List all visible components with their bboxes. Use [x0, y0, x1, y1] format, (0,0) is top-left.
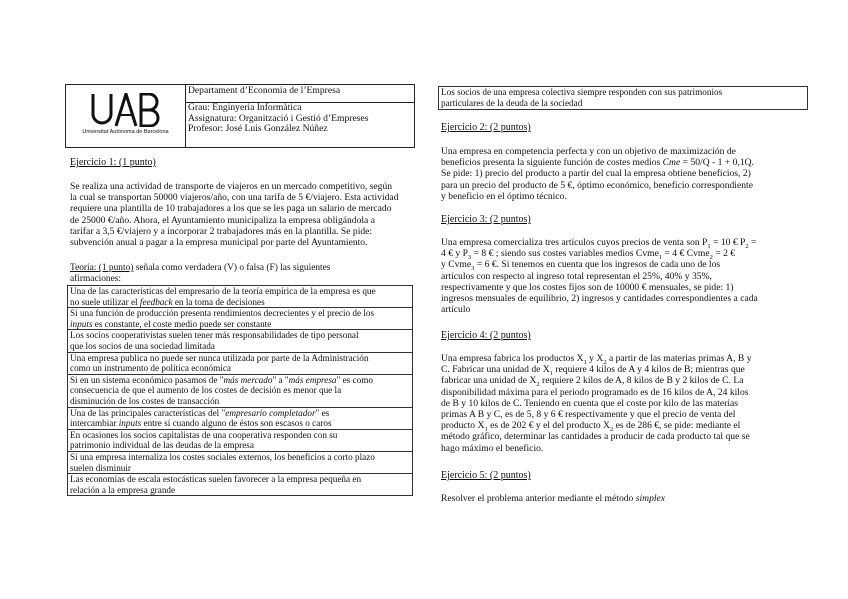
text-line: ingresos mensuales de equilibrio, 2) ingresos y cantidades correspondientes a cada — [441, 293, 758, 305]
exercise5-text — [441, 493, 801, 504]
statement-cell — [68, 407, 413, 429]
statement-cell — [68, 308, 413, 330]
text-line: respectivamente y que los costes fijos son de 10000 € mensuales, se pide: 1) — [441, 281, 734, 293]
statement-line: Una empresa publica no puede ser nunca utilizada por parte de la Administración — [70, 352, 369, 363]
statement-cell — [68, 474, 413, 496]
table-row — [68, 286, 413, 308]
exercise1-text — [70, 181, 413, 248]
text-line: fabricar una unidad de $X_2$ requiere 2 kilos de A, 8 kilos de B y 2 kilos de C. La — [441, 375, 744, 389]
true-false-table — [67, 285, 413, 496]
statement-cell — [68, 374, 413, 407]
statement-line: particulares de la deuda de la sociedad — [441, 97, 583, 108]
text-line: hago máximo el beneficio. — [441, 442, 544, 454]
statement-cell — [68, 451, 413, 473]
text-line: artículo — [441, 304, 471, 316]
text-line: 4 € y $P_3 = 8$ € ; siendo sus costes variables medios Cvme$_1$ = 4 € Cvme$_2$ = 2 € — [441, 248, 736, 262]
table-row — [68, 474, 413, 496]
statement-cell — [439, 87, 808, 110]
text-line: subvención anual a pagar a la empresa municipal por parte del Ayuntamiento. — [70, 237, 368, 249]
statement-line: suelen disminuir — [70, 462, 131, 473]
theory-heading — [70, 263, 413, 285]
exercise4-title: Ejercicio 4: (2 puntos) — [441, 330, 531, 341]
statement-line: intercambiar inputs entre sí cuando alguno de éstos son escasos o caros — [70, 418, 332, 429]
statement-line: como un instrumento de política económica — [70, 363, 231, 374]
statement-line: Si una función de producción presenta rendimientos decrecientes y el precio de los — [70, 308, 375, 319]
statement-line: consecuencia de que el aumento de los costes de decisión es menor que la — [70, 385, 342, 396]
text-line: C. Fabricar una unidad de $X_1$ requiere 4 kilos de A y 4 kilos de B; mientras que — [441, 364, 745, 378]
statement-line: Si una empresa internaliza los costes sociales externos, los beneficios a corto plazo — [70, 451, 375, 462]
text-line: beneficios presenta la siguiente función de costes medios Cme = 50/Q - 1 + 0,1Q. — [441, 157, 754, 169]
statement-line: Si en un sistema económico pasamos de "más mercado" a "más empresa" es como — [70, 374, 373, 385]
exercise5-title: Ejercicio 5: (2 puntos) — [441, 470, 531, 481]
statement-line: Una de las características del empresario de la teoría empírica de la empresa es que — [70, 286, 376, 296]
statement-line: relación a la empresa grande — [70, 484, 176, 495]
professor-label: Profesor: José Luis González Núñez — [188, 123, 328, 134]
theory-instruction: señala como verdadera (V) o falsa (F) las siguientes — [133, 263, 331, 273]
text-line: producto $X_1$ es de 202 € y el del producto $X_2$ es de 286 €, se pide: mediante el — [441, 420, 741, 434]
degree-label: Grau: Enginyeria Informàtica — [188, 102, 302, 113]
statement-line: Los socios de una empresa colectiva siempre responden con sus patrimonios — [441, 87, 723, 97]
text-line: Se realiza una actividad de transporte de viajeros en un mercado competitivo, según — [70, 181, 393, 192]
logo-cell — [66, 85, 186, 147]
statement-line: disminución de los costes de transacción — [70, 395, 220, 406]
text-line: de B y 10 kilos de C. Teniendo en cuenta que el coste por kilo de las materias — [441, 397, 739, 409]
text-line: Una empresa en competencia perfecta y con un objetivo de maximización de — [441, 146, 736, 157]
text-line: tarifar a 3,5 €/viajero y a incorporar 2 trabajadores más en la plantilla. Se pide: — [70, 225, 373, 237]
statement-cell — [68, 352, 413, 374]
table-row — [439, 87, 808, 110]
uab-logo-icon — [90, 93, 162, 127]
text-line: y Cvme$_3$ = 6 €. Si tenemos en cuenta que los ingresos de cada uno de los — [441, 259, 721, 273]
table-row — [68, 429, 413, 451]
table-row — [68, 374, 413, 407]
statement-line: inputs es constante, el coste medio puede ser constante — [70, 318, 272, 329]
text-line: para un precio del producto de 5 €, óptimo económico, beneficio correspondiente — [441, 179, 753, 191]
statement-line: Las economías de escala estocásticas suelen favorecer a la empresa pequeña en — [70, 474, 362, 485]
table-row — [68, 352, 413, 374]
text-line: Resolver el problema anterior mediante el método simplex — [441, 493, 666, 504]
exercise3-title: Ejercicio 3: (2 puntos) — [441, 214, 531, 225]
table-row — [68, 451, 413, 473]
header-info — [185, 85, 414, 147]
text-line: disponibilidad máxima para el periodo programado es de 16 kilos de A, 24 kilos — [441, 386, 749, 398]
text-line: Se pide: 1) precio del producto a partir del cual la empresa obtiene beneficios, 2) — [441, 168, 751, 180]
text-line: y beneficio en el óptimo técnico. — [441, 190, 567, 202]
statement-cell — [68, 286, 413, 308]
department-label: Departament d’Economia de l’Empresa — [185, 86, 414, 103]
text-line: de 25000 €/año. Ahora, el Ayuntamiento municipaliza la empresa obligándola a — [70, 214, 375, 226]
statement-line: Una de las principales características del "empresario completador" es — [70, 407, 330, 418]
statement-line: En ocasiones los socios capitalistas de una cooperativa responden con su — [70, 429, 338, 440]
table-row — [68, 407, 413, 429]
statement-cell — [68, 429, 413, 451]
exercise3-text — [441, 237, 806, 315]
theory-label: Teoría: (1 punto) — [70, 263, 134, 273]
table-row — [68, 308, 413, 330]
table-row — [68, 330, 413, 352]
text-line: primas A B y C, es de 5, 8 y 6 € respectivamente y que el precio de venta del — [441, 409, 736, 421]
text-line: Una empresa comercializa tres artículos cuyos precios de venta son $P_1 = 10$ € $P_2$ = — [441, 237, 757, 250]
statement-line: que los socios de una sociedad limitada — [70, 340, 215, 351]
statement-line: no suele utilizar el feedback en la toma de decisiones — [70, 296, 265, 307]
document-header — [65, 84, 415, 148]
text-line: requiere una plantilla de 10 trabajadores a los que se les paga un salario de mercado — [70, 203, 392, 215]
subject-label: Assignatura: Organització i Gestió d’Empreses — [188, 112, 369, 124]
statement-line: patrimonio individual de las deudas de la empresa — [70, 440, 254, 451]
true-false-table-continued — [438, 86, 808, 110]
logo-caption: Universitat Autònoma de Barcelona — [82, 129, 169, 135]
text-line: artículos con respecto al ingreso total representan el 25%, 40% y 35%, — [441, 270, 712, 282]
text-line: Una empresa fabrica los productos $X_1$ y $X_2$ a partir de las materias primas A, B y — [441, 353, 752, 366]
text-line: método gráfico, determinar las cantidades a producir de cada producto tal que se — [441, 431, 750, 443]
text-line: la cual se transportan 50000 viajeros/año, con una tarifa de 5 €/viajero. Esta actividad — [70, 192, 399, 204]
theory-instruction-2: afirmaciones: — [70, 274, 122, 284]
statement-line: Los socios cooperativistas suelen tener más responsabilidades de tipo personal — [70, 330, 359, 341]
exercise1-title: Ejercicio 1: (1 punto) — [70, 157, 156, 168]
exercise2-title: Ejercicio 2: (2 puntos) — [441, 122, 531, 133]
statement-cell — [68, 330, 413, 352]
exercise2-text — [441, 146, 801, 202]
exercise4-text — [441, 353, 801, 454]
